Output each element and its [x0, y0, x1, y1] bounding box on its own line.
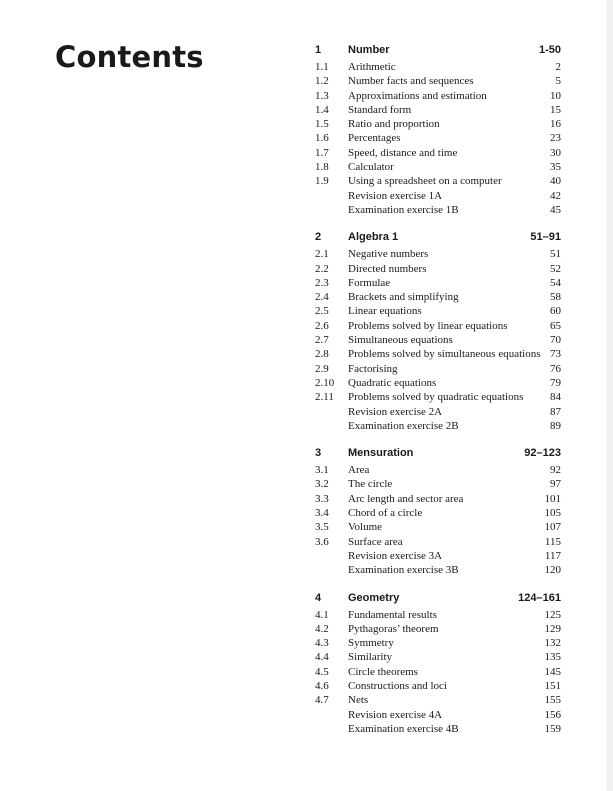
section-page: 16: [550, 118, 561, 131]
toc-entry: [315, 304, 561, 318]
section-title: Examination exercise 4B: [348, 722, 459, 735]
section-title: Examination exercise 2B: [348, 419, 459, 432]
toc-entry: [315, 535, 561, 549]
toc-entry: [315, 189, 561, 203]
section-page: 117: [544, 549, 561, 562]
section-page: 5: [555, 75, 561, 88]
section-page: 42: [550, 189, 561, 202]
section-page: 101: [544, 492, 561, 505]
section-page: 76: [550, 362, 561, 375]
section-page: 60: [550, 305, 561, 318]
section-number: 1.6: [315, 132, 329, 145]
chapter-heading: [315, 44, 561, 60]
section-page: 54: [550, 276, 561, 289]
toc-entry: [315, 477, 561, 491]
section-page: 35: [550, 161, 561, 174]
section-page: 70: [550, 334, 561, 347]
section-title: Surface area: [348, 535, 403, 548]
section-title: Examination exercise 1B: [348, 203, 459, 216]
toc-entry: [315, 463, 561, 477]
section-page: 84: [550, 391, 561, 404]
chapter-heading: [315, 231, 561, 247]
section-page: 159: [544, 722, 561, 735]
toc-entry: [315, 650, 561, 664]
section-page: 115: [544, 535, 561, 548]
toc-entry: [315, 492, 561, 506]
toc-entry: [315, 405, 561, 419]
toc-entry: [315, 89, 561, 103]
section-number: 4.4: [315, 651, 329, 664]
section-page: 145: [544, 665, 561, 678]
section-number: 1.1: [315, 61, 329, 73]
section-title: Similarity: [348, 651, 392, 664]
chapter-page-range: 92–123: [524, 447, 561, 460]
chapter-heading: [315, 447, 561, 463]
section-number: 2.9: [315, 362, 329, 375]
chapter-number: 1: [315, 44, 322, 56]
section-page: 10: [550, 89, 561, 102]
section-title: Arc length and sector area: [348, 492, 464, 505]
chapter-2: [315, 231, 561, 433]
section-title: Problems solved by simultaneous equations: [348, 348, 541, 361]
section-title: The circle: [348, 478, 393, 491]
toc-entry: [315, 563, 561, 577]
section-number: 3.5: [315, 521, 329, 534]
section-title: Using a spreadsheet on a computer: [348, 175, 502, 188]
toc-entry: [315, 290, 561, 304]
toc-entry: [315, 390, 561, 404]
section-number: 4.7: [315, 694, 329, 707]
chapter-title: Number: [348, 44, 390, 56]
section-title: Volume: [348, 521, 383, 534]
section-page: 51: [550, 248, 561, 261]
chapter-number: 4: [315, 591, 322, 604]
section-title: Symmetry: [348, 637, 394, 650]
section-page: 92: [550, 464, 561, 477]
section-number: 3.1: [315, 464, 329, 477]
toc-entry: [315, 319, 561, 333]
section-number: 4.3: [315, 637, 329, 650]
section-number: 2.10: [315, 376, 335, 389]
chapter-number: 3: [315, 447, 322, 460]
chapter-3: [315, 447, 561, 577]
section-page: 65: [550, 319, 561, 332]
section-title: Area: [348, 464, 370, 477]
section-number: 1.8: [315, 161, 329, 174]
chapter-title: Algebra 1: [348, 231, 399, 244]
page-edge: [607, 0, 613, 791]
toc-entry: [315, 333, 561, 347]
section-page: 125: [544, 608, 561, 621]
section-page: 120: [544, 564, 561, 577]
section-page: 40: [550, 175, 561, 188]
toc-entry: [315, 347, 561, 361]
section-page: 135: [544, 651, 561, 664]
section-title: Linear equations: [348, 305, 422, 318]
section-number: 1.9: [315, 175, 329, 188]
section-page: 45: [550, 203, 561, 216]
section-title: Negative numbers: [348, 248, 429, 261]
section-title: Chord of a circle: [348, 507, 423, 520]
section-number: 1.3: [315, 89, 329, 102]
section-page: 52: [550, 262, 561, 275]
section-title: Arithmetic: [348, 61, 396, 73]
toc-entry: [315, 520, 561, 534]
section-page: 23: [550, 132, 561, 145]
section-title: Constructions and loci: [348, 679, 447, 692]
section-page: 107: [544, 521, 561, 534]
section-number: 2.8: [315, 348, 329, 361]
chapter-title: Mensuration: [348, 447, 414, 460]
chapter-1: [315, 44, 561, 217]
section-number: 1.7: [315, 146, 329, 159]
section-number: 3.6: [315, 535, 329, 548]
toc-entry: [315, 60, 561, 74]
section-number: 2.4: [315, 291, 329, 304]
section-page: 87: [550, 405, 561, 418]
toc-entry: [315, 203, 561, 217]
section-page: 15: [550, 103, 561, 116]
section-title: Speed, distance and time: [348, 146, 458, 159]
section-number: 1.5: [315, 118, 329, 131]
section-title: Fundamental results: [348, 608, 437, 621]
section-title: Brackets and simplifying: [348, 291, 459, 304]
section-number: 2.2: [315, 262, 329, 275]
section-number: 4.1: [315, 608, 329, 621]
section-number: 3.3: [315, 492, 329, 505]
section-number: 2.1: [315, 248, 329, 261]
chapter-heading: [315, 592, 561, 608]
chapter-page-range: 124–161: [518, 591, 561, 604]
section-title: Simultaneous equations: [348, 334, 453, 347]
section-title: Ratio and proportion: [348, 118, 440, 131]
toc-entry: [315, 74, 561, 88]
section-title: Problems solved by linear equations: [348, 319, 508, 332]
section-page: 2: [555, 61, 561, 73]
section-number: 2.6: [315, 319, 329, 332]
section-title: Circle theorems: [348, 665, 418, 678]
toc-entry: [315, 103, 561, 117]
section-number: 4.5: [315, 665, 329, 678]
section-title: Calculator: [348, 161, 394, 174]
section-title: Number facts and sequences: [348, 75, 474, 88]
section-title: Standard form: [348, 103, 412, 116]
section-title: Nets: [348, 694, 369, 707]
toc-entry: [315, 247, 561, 261]
section-page: 132: [544, 637, 561, 650]
section-number: 2.3: [315, 276, 329, 289]
section-title: Problems solved by quadratic equations: [348, 391, 524, 404]
chapter-title: Geometry: [348, 591, 400, 604]
section-page: 156: [544, 708, 561, 721]
toc-entry: [315, 693, 561, 707]
section-page: 30: [550, 146, 561, 159]
section-page: 129: [544, 622, 561, 635]
toc-entry: [315, 622, 561, 636]
section-number: 2.5: [315, 305, 329, 318]
section-title: Pythagoras’ theorem: [348, 622, 439, 635]
toc-entry: [315, 679, 561, 693]
chapter-number: 2: [315, 231, 322, 244]
section-page: 155: [544, 694, 561, 707]
section-title: Factorising: [348, 362, 398, 375]
toc-entry: [315, 506, 561, 520]
section-title: Percentages: [348, 132, 401, 145]
section-title: Formulae: [348, 276, 391, 289]
section-page: 58: [550, 291, 561, 304]
chapter-4: [315, 592, 561, 737]
toc-entry: [315, 362, 561, 376]
section-number: 3.2: [315, 478, 329, 491]
section-title: Approximations and estimation: [348, 89, 487, 102]
section-title: Revision exercise 1A: [348, 189, 443, 202]
section-title: Examination exercise 3B: [348, 564, 459, 577]
toc-entry: [315, 262, 561, 276]
toc-entry: [315, 376, 561, 390]
toc-entry: [315, 608, 561, 622]
section-page: 73: [550, 348, 561, 361]
toc-entry: [315, 174, 561, 188]
toc-entry: [315, 636, 561, 650]
table-of-contents: [315, 44, 561, 750]
section-title: Directed numbers: [348, 262, 427, 275]
toc-entry: [315, 131, 561, 145]
section-page: 79: [550, 376, 561, 389]
toc-entry: [315, 708, 561, 722]
toc-entry: [315, 722, 561, 736]
toc-entry: [315, 419, 561, 433]
toc-entry: [315, 146, 561, 160]
toc-entry: [315, 160, 561, 174]
section-number: 4.2: [315, 622, 329, 635]
section-number: 4.6: [315, 679, 329, 692]
chapter-page-range: 51–91: [530, 231, 561, 244]
section-title: Revision exercise 4A: [348, 708, 443, 721]
toc-entry: [315, 276, 561, 290]
toc-entry: [315, 665, 561, 679]
toc-entry: [315, 549, 561, 563]
section-page: 97: [550, 478, 561, 491]
section-number: 1.2: [315, 75, 329, 88]
section-title: Quadratic equations: [348, 376, 437, 389]
chapter-page-range: 1-50: [538, 44, 561, 56]
section-title: Revision exercise 3A: [348, 549, 443, 562]
section-title: Revision exercise 2A: [348, 405, 443, 418]
section-page: 151: [544, 679, 561, 692]
toc-entry: [315, 117, 561, 131]
section-page: 105: [544, 507, 561, 520]
page-title: Contents: [55, 40, 204, 74]
section-number: 2.11: [315, 391, 334, 404]
section-number: 3.4: [315, 507, 329, 520]
section-page: 89: [550, 419, 561, 432]
section-number: 2.7: [315, 334, 329, 347]
section-number: 1.4: [315, 103, 329, 116]
